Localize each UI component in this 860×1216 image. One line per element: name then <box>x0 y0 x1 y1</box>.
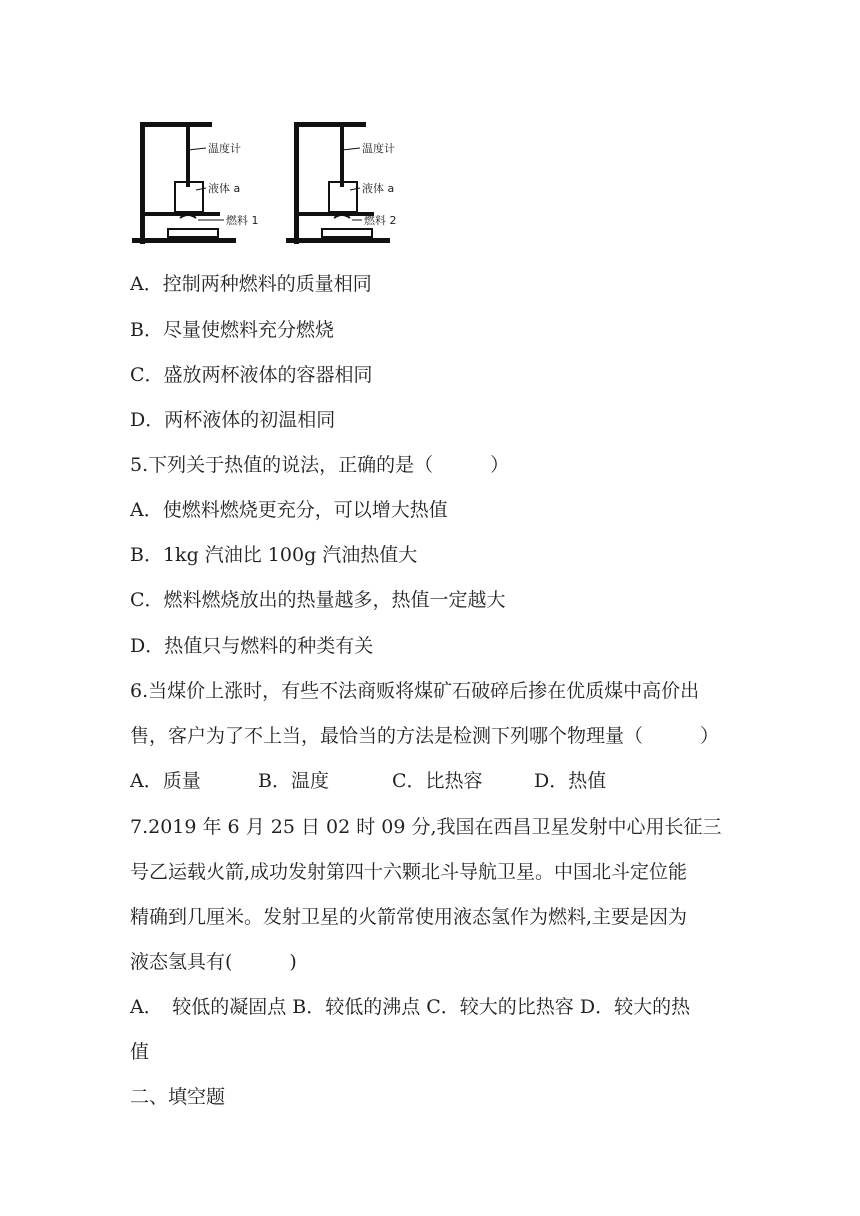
thermometer-icon <box>186 127 190 187</box>
thermometer-label-1: 温度计 <box>208 142 241 155</box>
q4-option-d: D．两杯液体的初温相同 <box>130 409 336 431</box>
q5-option-c: C．燃料燃烧放出的热量越多，热值一定越大 <box>130 589 506 611</box>
q7-line-1: 7.2019 年 6 月 25 日 02 时 09 分,我国在西昌卫星发射中心用长征三 <box>130 816 722 838</box>
q6-option-b: B．温度 <box>258 770 329 792</box>
q4-option-b: B．尽量使燃料充分燃烧 <box>130 319 334 341</box>
q7-options-line-wrap: 值 <box>130 1041 150 1063</box>
q6-options <box>130 769 606 793</box>
q7-line-3: 精确到几厘米。发射卫星的火箭常使用液态氢作为燃料,主要是因为 <box>130 906 688 928</box>
q7-line-4: 液态氢具有( ) <box>130 951 297 973</box>
q6-stem-line-1: 6.当煤价上涨时，有些不法商贩将煤矿石破碎后掺在优质煤中高价出 <box>130 680 700 702</box>
liquid-label-1: 液体 a <box>208 182 241 195</box>
flame-icon <box>180 215 196 218</box>
q6-option-c: C．比热容 <box>392 770 483 792</box>
q6-stem-line-2: 售，客户为了不上当，最恰当的方法是检测下列哪个物理量（ ） <box>130 725 720 747</box>
fuel-label-1: 燃料 1 <box>226 214 259 227</box>
apparatus-2 <box>286 122 397 244</box>
q5-option-d: D．热值只与燃料的种类有关 <box>130 635 374 657</box>
experiment-figure <box>128 100 408 250</box>
q5-option-a: A．使燃料燃烧更充分，可以增大热值 <box>130 499 448 521</box>
fuel-label-2: 燃料 2 <box>364 214 397 227</box>
q4-option-c: C．盛放两杯液体的容器相同 <box>130 364 373 386</box>
section-title: 二、填空题 <box>130 1086 226 1108</box>
thermometer-label-2: 温度计 <box>362 142 395 155</box>
q7-line-2: 号乙运载火箭,成功发射第四十六颗北斗导航卫星。中国北斗定位能 <box>130 861 688 883</box>
q5-option-b: B．1kg 汽油比 100g 汽油热值大 <box>130 544 418 566</box>
apparatus-1 <box>132 122 259 244</box>
flame-icon <box>334 215 350 218</box>
q7-options-line: A． 较低的凝固点 B．较低的沸点 C．较大的比热容 D．较大的热 <box>130 996 691 1018</box>
thermometer-icon <box>340 127 344 187</box>
q4-option-a: A．控制两种燃料的质量相同 <box>130 273 372 295</box>
fuel-dish-icon <box>322 229 372 237</box>
q6-option-d: D．热值 <box>534 770 607 792</box>
liquid-label-2: 液体 a <box>362 182 395 195</box>
q5-stem: 5.下列关于热值的说法，正确的是（ ） <box>130 454 510 476</box>
fuel-dish-icon <box>168 229 218 237</box>
q6-option-a: A．质量 <box>130 770 201 792</box>
